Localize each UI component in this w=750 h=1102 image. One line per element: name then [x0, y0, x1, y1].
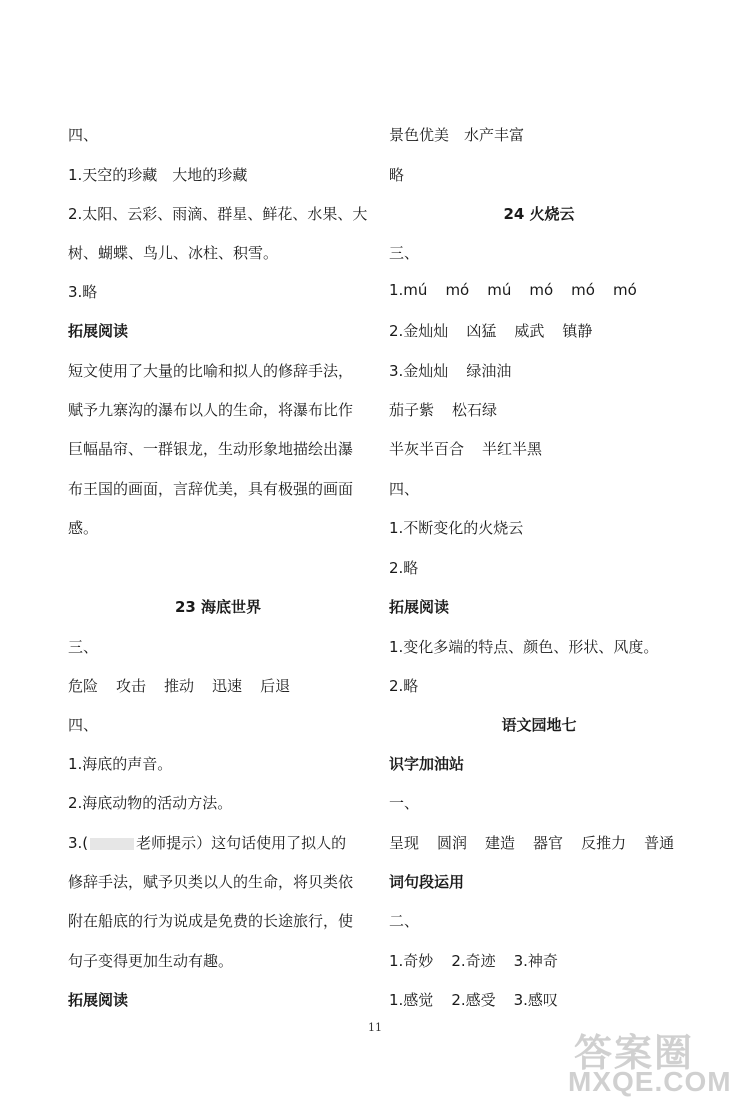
- pinyin-list: [389, 281, 637, 299]
- section-heading: 二、: [389, 912, 420, 930]
- word: 半灰半百合: [389, 440, 465, 458]
- lesson-title: 23 海底世界: [174, 598, 262, 616]
- word-list: [389, 438, 542, 459]
- word: 建造: [485, 834, 516, 852]
- word-list: [389, 399, 497, 420]
- section-heading: 三、: [389, 244, 420, 262]
- word-list: [389, 360, 511, 381]
- extended-reading-heading: 拓展阅读: [68, 991, 129, 1009]
- section-heading: 三、: [68, 638, 99, 656]
- answer-item: 3.略: [68, 283, 98, 301]
- answer-item: 景色优美 水产丰富: [389, 126, 525, 144]
- word-list: [389, 950, 558, 971]
- word: 1.奇妙: [389, 952, 434, 970]
- word: 攻击: [116, 677, 147, 695]
- answer-item: 略: [389, 166, 405, 184]
- word: 镇静: [562, 322, 593, 340]
- word: 呈现: [389, 834, 420, 852]
- answer-item: 2.海底动物的活动方法。: [68, 794, 233, 812]
- watermark-url: MXQE.COM: [568, 1066, 732, 1097]
- item-prefix: 3.(: [68, 834, 89, 852]
- word: 2.金灿灿: [389, 322, 449, 340]
- answer-item: 1.变化多端的特点、颜色、形状、风度。: [389, 638, 659, 656]
- pinyin: mú: [487, 281, 512, 299]
- paragraph-line: 感。: [68, 519, 99, 537]
- word-list: [389, 989, 558, 1010]
- lesson-title: 24 火烧云: [503, 205, 575, 223]
- word-list: [389, 320, 592, 341]
- word: 松石绿: [452, 401, 498, 419]
- word: 2.奇迹: [451, 952, 496, 970]
- pinyin: mó: [571, 281, 595, 299]
- word: 普通: [644, 834, 675, 852]
- word: 2.感受: [451, 991, 496, 1009]
- word: 凶猛: [466, 322, 497, 340]
- answer-item: 1.不断变化的火烧云: [389, 519, 524, 537]
- answer-item: 1.海底的声音。: [68, 755, 173, 773]
- word: 3.神奇: [513, 952, 558, 970]
- word: 反推力: [581, 834, 627, 852]
- watermark-logo: [560, 1022, 750, 1102]
- section-heading: 四、: [68, 716, 99, 734]
- page-number: 11: [368, 1021, 382, 1034]
- word: 危险: [68, 677, 99, 695]
- word: 茄子紫: [389, 401, 435, 419]
- section-heading: 一、: [389, 794, 420, 812]
- word: 1.感觉: [389, 991, 434, 1009]
- paragraph-line: 布王国的画面，言辞优美，具有极强的画面: [68, 480, 354, 498]
- paragraph-line: 巨幅晶帘、一群银龙，生动形象地描绘出瀑: [68, 440, 354, 458]
- watermark-text: 答案圈: [574, 1033, 695, 1075]
- unit-title: 语文园地七: [501, 716, 577, 734]
- extended-reading-heading: 拓展阅读: [389, 598, 450, 616]
- section-heading: 四、: [68, 126, 99, 144]
- word: 3.感叹: [513, 991, 558, 1009]
- pinyin: mó: [529, 281, 554, 299]
- word: 器官: [533, 834, 564, 852]
- pinyin: mó: [612, 281, 637, 299]
- answer-item: 2.略: [389, 677, 419, 695]
- item-text: 老师提示）这句话使用了拟人的: [136, 834, 347, 852]
- answer-item: 1.天空的珍藏 大地的珍藏: [68, 166, 248, 184]
- word: 推动: [164, 677, 195, 695]
- word: 半红半黑: [482, 440, 543, 458]
- subsection-heading: 词句段运用: [389, 873, 465, 891]
- answer-item: 2.太阳、云彩、雨滴、群星、鲜花、水果、大: [68, 205, 368, 223]
- word: 迅速: [212, 677, 243, 695]
- word: 后退: [260, 677, 291, 695]
- word: 绿油油: [466, 362, 512, 380]
- paragraph-line: 附在船底的行为说成是免费的长途旅行，使: [68, 912, 354, 930]
- redaction-mark: [90, 838, 134, 850]
- answer-item: [68, 832, 346, 853]
- word-list: [68, 675, 290, 696]
- answer-item: 2.略: [389, 559, 419, 577]
- paragraph-line: 句子变得更加生动有趣。: [68, 952, 234, 970]
- word: 3.金灿灿: [389, 362, 449, 380]
- word: 圆润: [437, 834, 468, 852]
- paragraph-line: 赋予九寨沟的瀑布以人的生命，将瀑布比作: [68, 401, 354, 419]
- pinyin: 1.mú: [389, 281, 428, 299]
- section-heading: 四、: [389, 480, 420, 498]
- paragraph-line: 修辞手法，赋予贝类以人的生命，将贝类依: [68, 873, 354, 891]
- subsection-heading: 识字加油站: [389, 755, 465, 773]
- pinyin: mó: [445, 281, 470, 299]
- word: 威武: [514, 322, 545, 340]
- word-list: [389, 832, 674, 853]
- answer-item-continued: 树、蝴蝶、鸟儿、冰柱、积雪。: [68, 244, 279, 262]
- paragraph-line: 短文使用了大量的比喻和拟人的修辞手法，: [68, 362, 354, 380]
- extended-reading-heading: 拓展阅读: [68, 322, 129, 340]
